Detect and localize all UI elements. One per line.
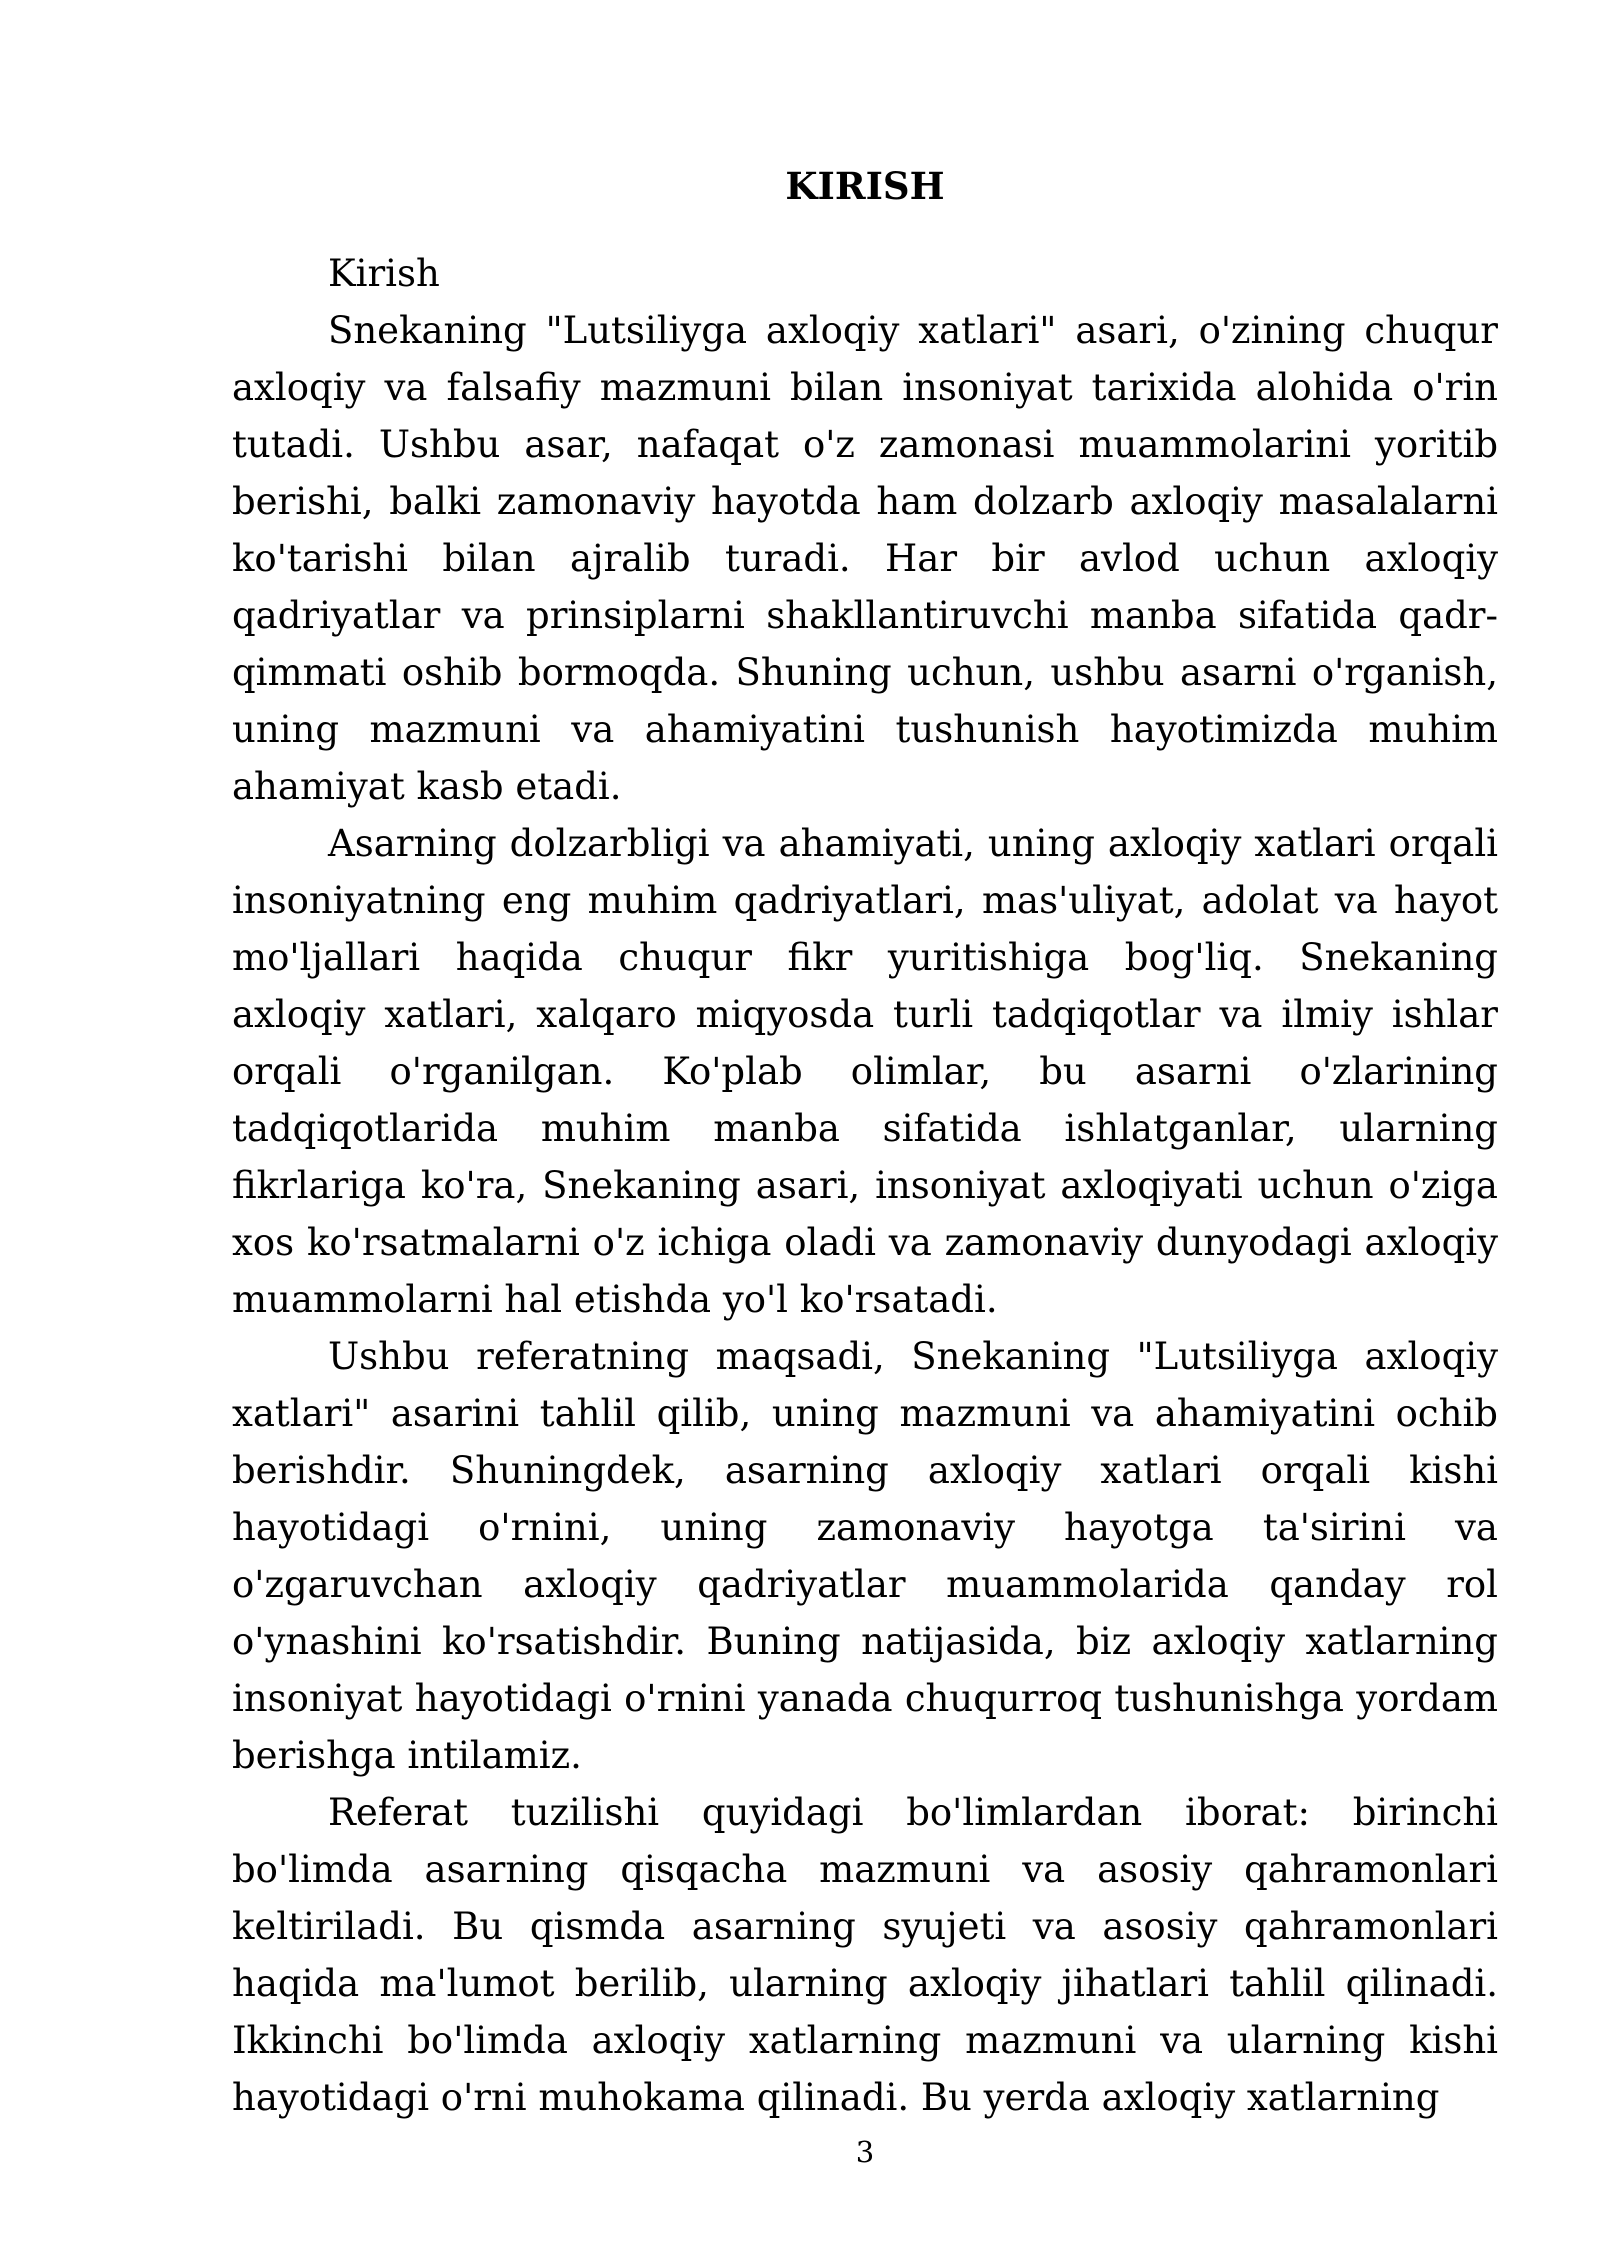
document-body: [232, 245, 1498, 2126]
paragraph-subtitle: Kirish: [328, 252, 440, 295]
page-title: KIRISH: [785, 164, 945, 208]
paragraph: Ushbu referatning maqsadi, Snekaning "Lutsiliyga axloqiy xatlari" asarini tahlil qilib, uning mazmuni va ahamiyatini ochib berishdir. Shuningdek, asarning axloqiy xatlari orqali kishi hayotidagi o'rnini, uning zamonaviy hayotga ta'sirini va o'zgaruvchan axloqiy qadriyatlar muammolarida qanday rol o'ynashini ko'rsatishdir. Buning natijasida, biz axloqiy xatlarning insoniyat hayotidagi o'rnini yanada chuqurroq tushunishga yordam berishga intilamiz.: [232, 1335, 1498, 1777]
paragraph: Snekaning "Lutsiliyga axloqiy xatlari" asari, o'zining chuqur axloqiy va falsafiy mazmuni bilan insoniyat tarixida alohida o'rin tutadi. Ushbu asar, nafaqat o'z zamonasi muammolarini yoritib berishi, balki zamonaviy hayotda ham dolzarb axloqiy masalalarni ko'tarishi bilan ajralib turadi. Har bir avlod uchun axloqiy qadriyatlar va prinsiplarni shakllantiruvchi manba sifatida qadr-qimmati oshib bormoqda. Shuning uchun, ushbu asarni o'rganish, uning mazmuni va ahamiyatini tushunish hayotimizda muhim ahamiyat kasb etadi.: [232, 309, 1498, 808]
paragraph: Referat tuzilishi quyidagi bo'limlardan iborat: birinchi bo'limda asarning qisqacha mazmuni va asosiy qahramonlari keltiriladi. Bu qismda asarning syujeti va asosiy qahramonlari haqida ma'lumot berilib, ularning axloqiy jihatlari tahlil qilinadi. Ikkinchi bo'limda axloqiy xatlarning mazmuni va ularning kishi hayotidagi o'rni muhokama qilinadi. Bu yerda axloqiy xatlarning: [232, 1791, 1498, 2119]
page-number: 3: [855, 2135, 875, 2169]
paragraph: Asarning dolzarbligi va ahamiyati, uning axloqiy xatlari orqali insoniyatning eng muhim qadriyatlari, mas'uliyat, adolat va hayot mo'ljallari haqida chuqur fikr yuritishiga bog'liq. Snekaning axloqiy xatlari, xalqaro miqyosda turli tadqiqotlar va ilmiy ishlar orqali o'rganilgan. Ko'plab olimlar, bu asarni o'zlarining tadqiqotlarida muhim manba sifatida ishlatganlar, ularning fikrlariga ko'ra, Snekaning asari, insoniyat axloqiyati uchun o'ziga xos ko'rsatmalarni o'z ichiga oladi va zamonaviy dunyodagi axloqiy muammolarni hal etishda yo'l ko'rsatadi.: [232, 822, 1498, 1321]
